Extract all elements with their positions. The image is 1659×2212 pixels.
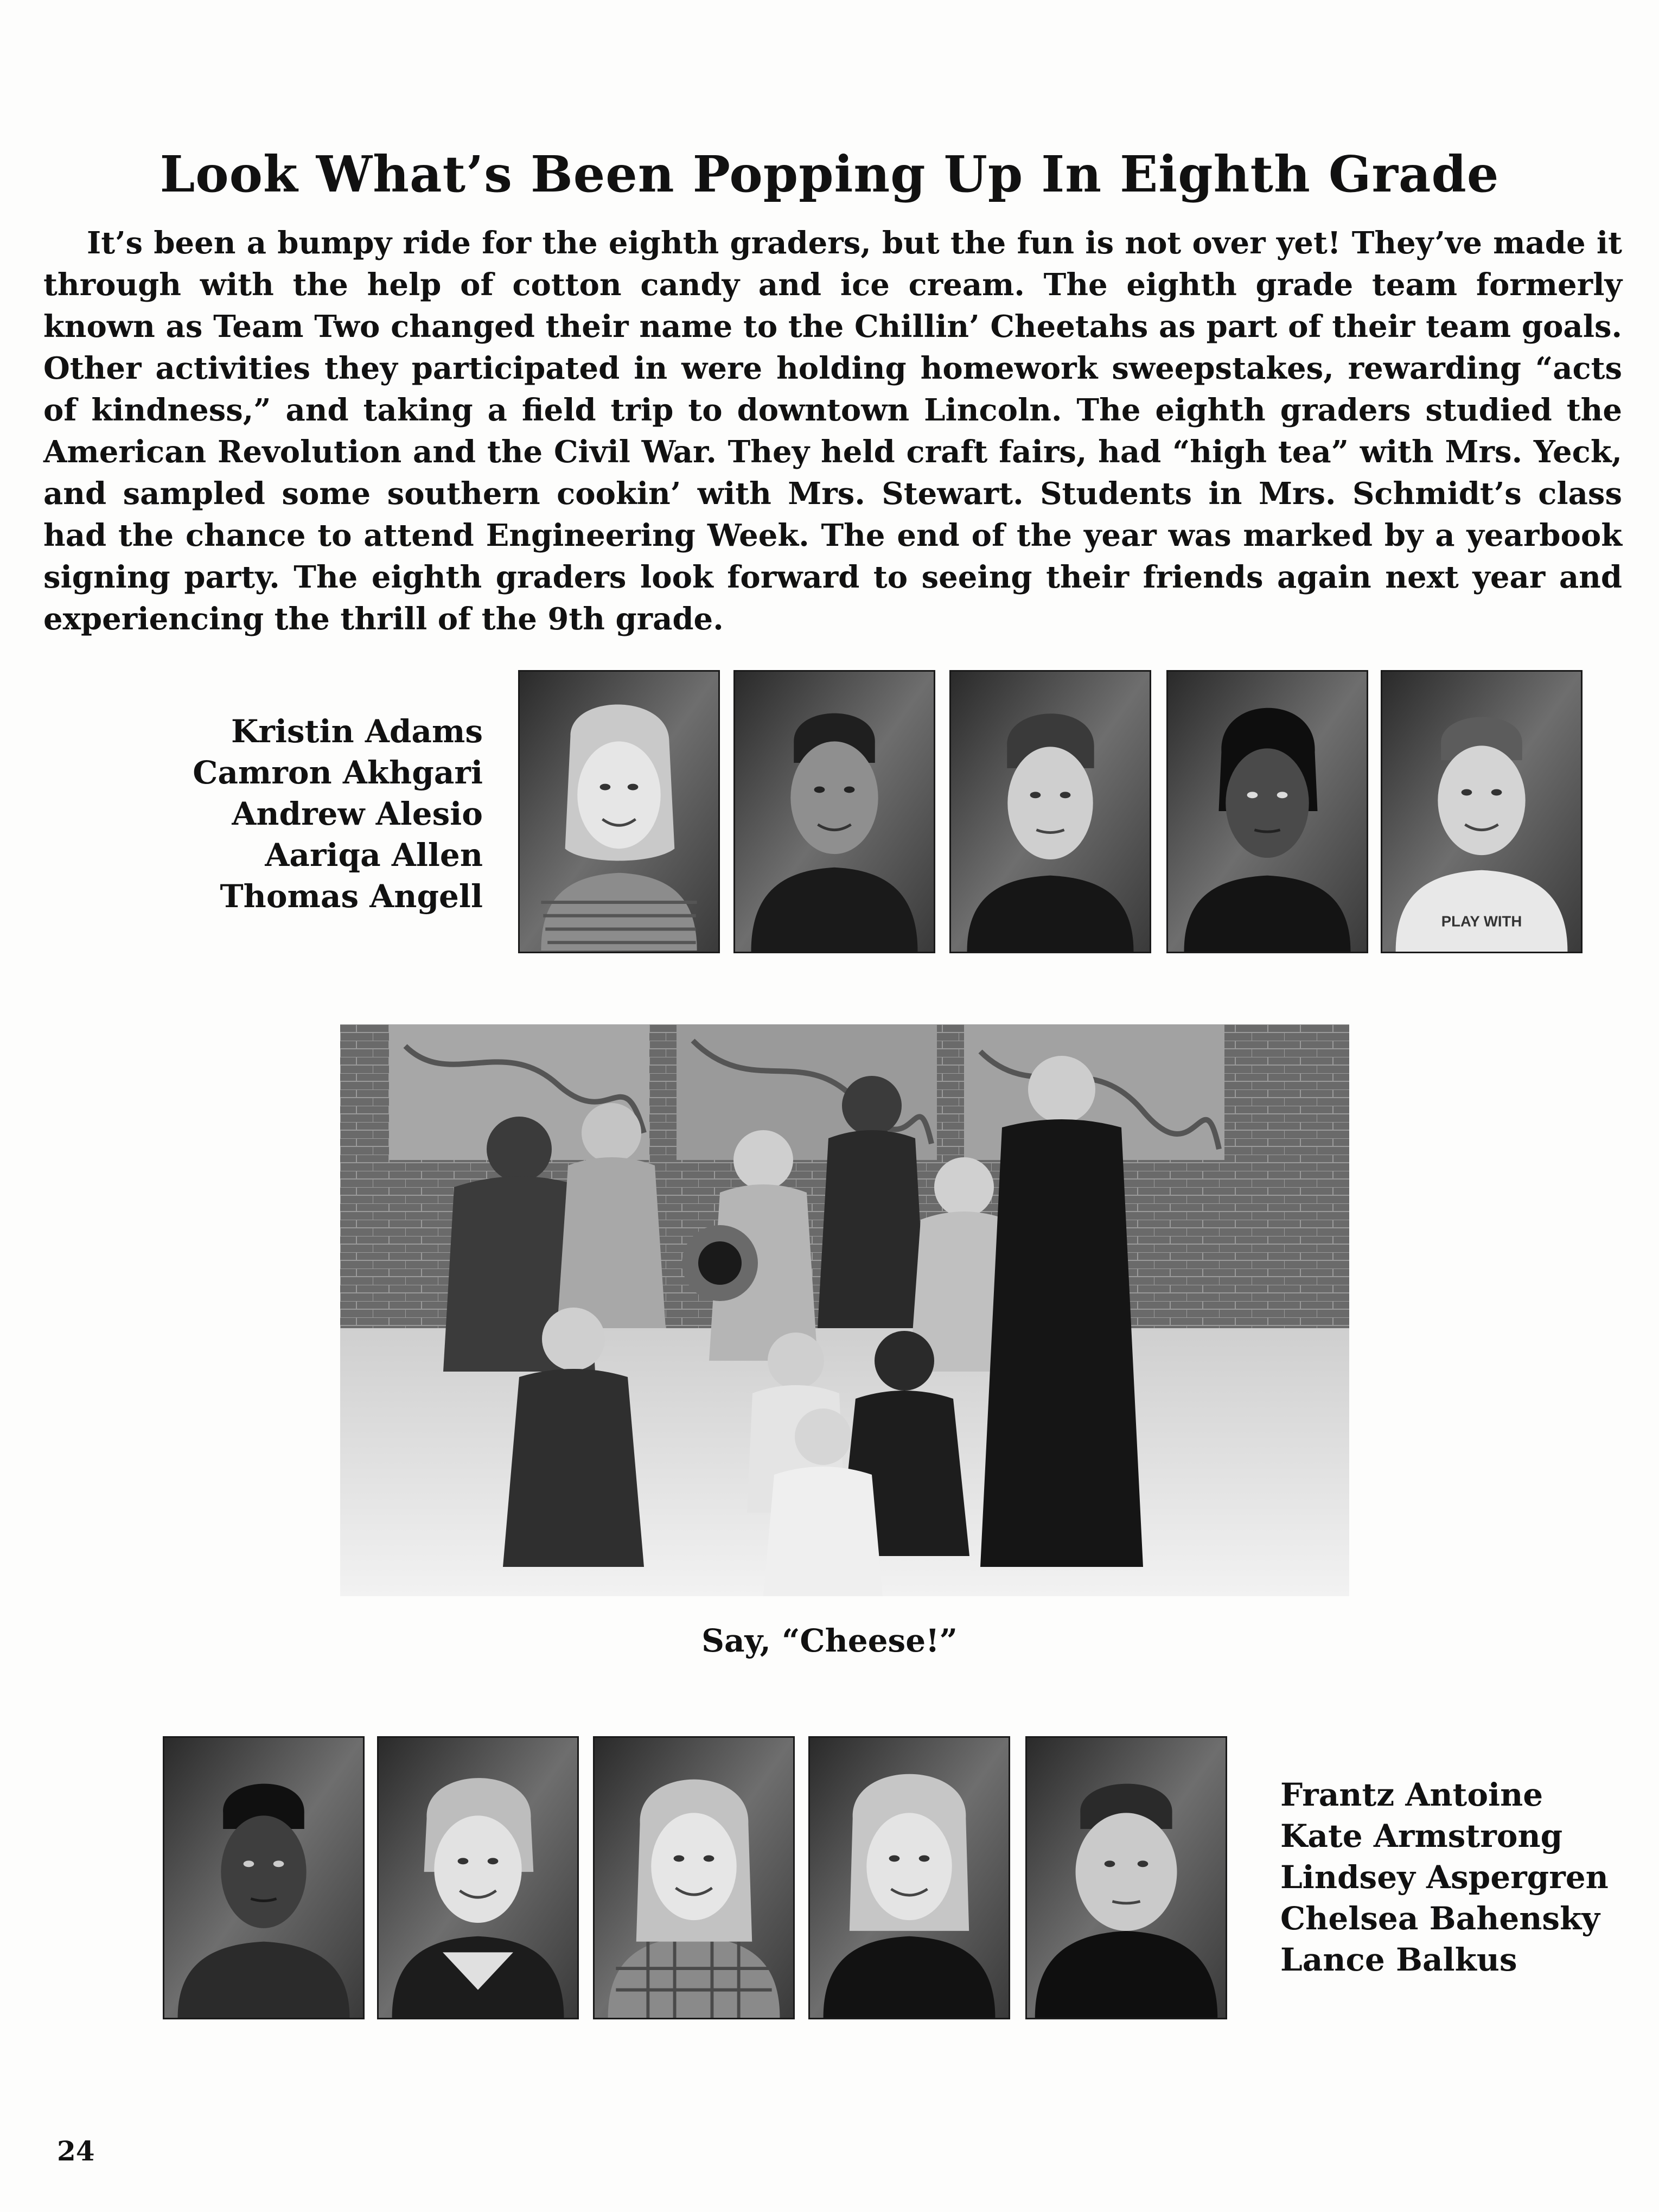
intro-paragraph: It’s been a bumpy ride for the eighth graders, but the fun is not over yet! They’ve made it through with the help of cotton candy and ice cream. The eighth grade team formerly known as Team Two changed their name to the Chillin’ Cheetahs as part of their team goals. Other activities they participated in were holding homework sweepstakes, rewarding “acts of kindness,” and taking a field trip to downtown Lincoln. The eighth graders studied the American Revolution and the Civil War. They held craft fairs, had “high tea” with Mrs. Yeck, and sampled some southern cookin’ with Mrs. Stewart. Students in Mrs. Schmidt’s class had the chance to attend Engineering Week. The end of the year was marked by a yearbook signing party. The eighth graders look forward to seeing their friends again next year and experiencing the thrill of the 9th grade. bbox=[43, 225, 1622, 637]
student-name: Lance Balkus bbox=[1280, 1941, 1517, 1978]
portrait-photo bbox=[593, 1736, 795, 2019]
student-name: Kristin Adams bbox=[231, 713, 483, 750]
student-name: Thomas Angell bbox=[220, 878, 483, 915]
student-name: Camron Akhgari bbox=[193, 754, 483, 791]
portrait-photo bbox=[733, 670, 935, 953]
student-name: Frantz Antoine bbox=[1280, 1776, 1543, 1813]
portrait-photo bbox=[377, 1736, 579, 2019]
portrait-photo bbox=[1025, 1736, 1227, 2019]
portrait-photo bbox=[1166, 670, 1368, 953]
portrait-photo bbox=[163, 1736, 365, 2019]
page-number: 24 bbox=[57, 2135, 95, 2167]
photo-caption: Say, “Cheese!” bbox=[701, 1622, 958, 1659]
portrait-photo bbox=[949, 670, 1151, 953]
student-name: Lindsey Aspergren bbox=[1280, 1859, 1609, 1896]
student-name: Kate Armstrong bbox=[1280, 1818, 1563, 1854]
portrait-photo bbox=[518, 670, 720, 953]
page-title: Look What’s Been Popping Up In Eighth Grade bbox=[159, 144, 1500, 203]
student-name: Aariqa Allen bbox=[265, 837, 483, 874]
top-row-names bbox=[141, 711, 483, 917]
group-photo bbox=[340, 1024, 1349, 1596]
portrait-photo bbox=[808, 1736, 1010, 2019]
student-name: Andrew Alesio bbox=[232, 795, 483, 832]
bottom-row-names bbox=[1280, 1774, 1649, 1980]
student-name: Chelsea Bahensky bbox=[1280, 1900, 1600, 1937]
shirt-text: PLAY WITH bbox=[1441, 913, 1522, 930]
portrait-photo bbox=[1381, 670, 1583, 953]
